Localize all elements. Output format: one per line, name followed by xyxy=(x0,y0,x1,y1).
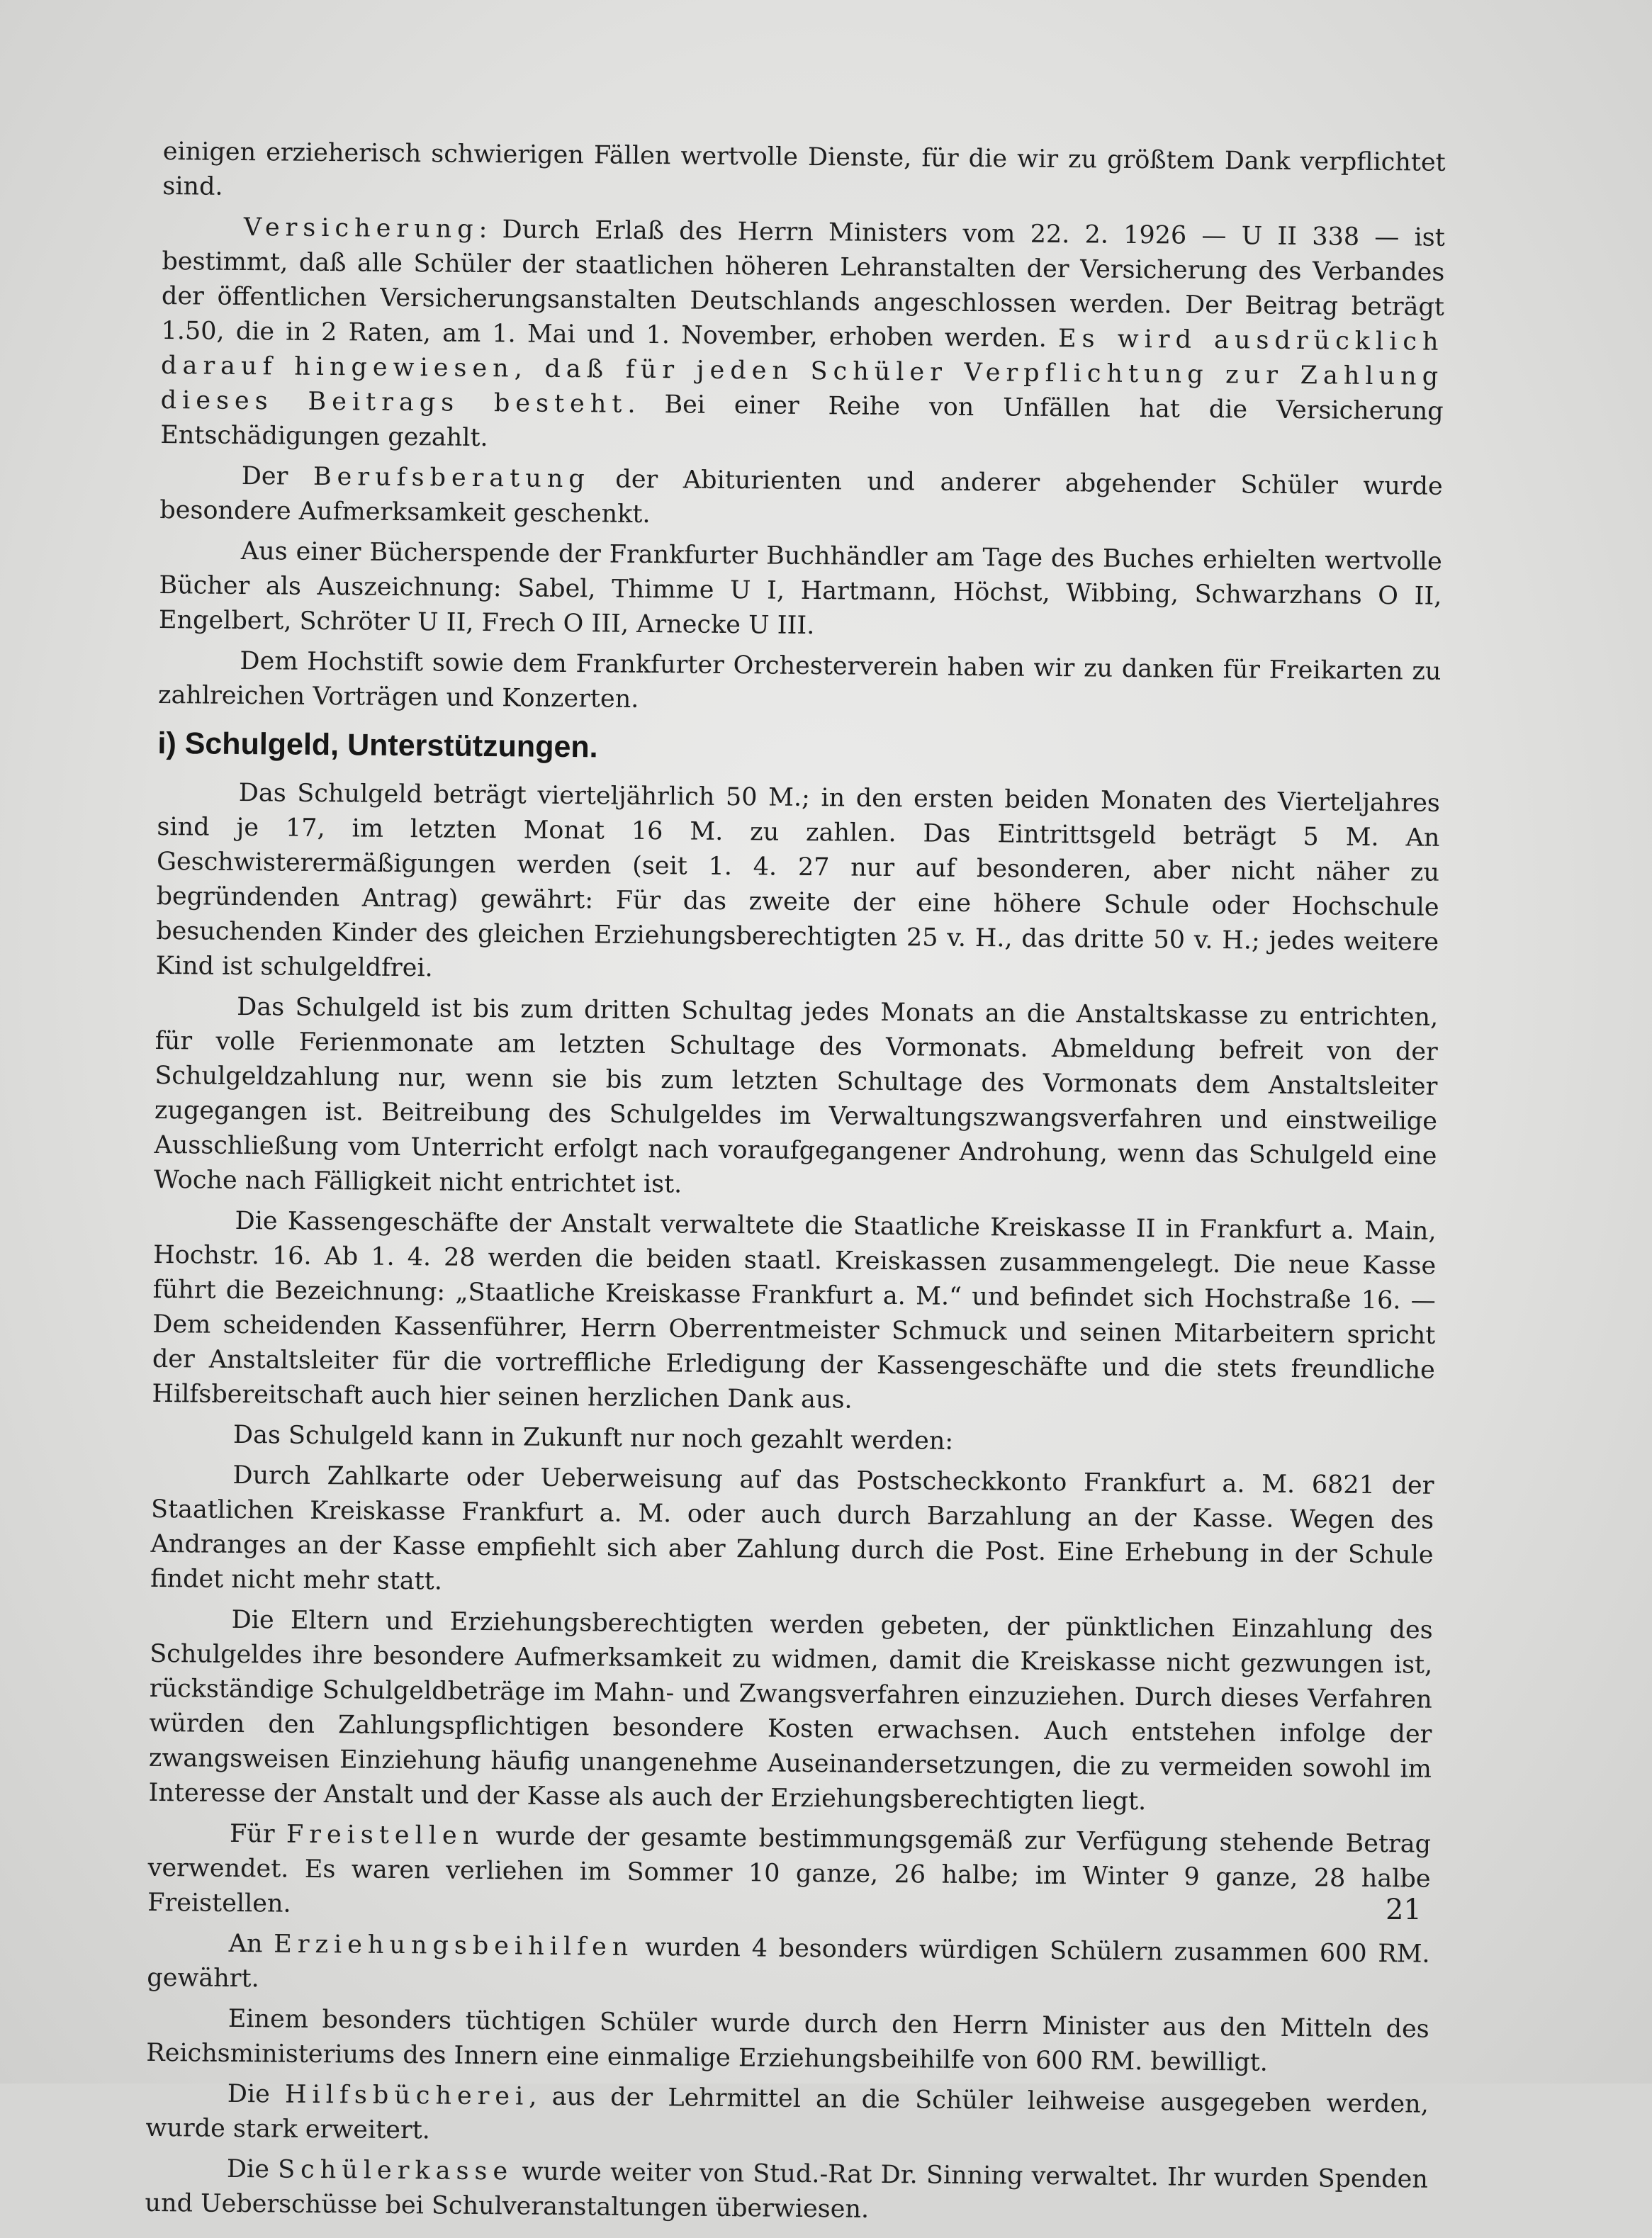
paragraph-versicherung xyxy=(160,210,1445,464)
spaced-term: Hilfsbücherei xyxy=(284,2080,529,2111)
paragraph-schulgeld xyxy=(156,775,1440,995)
paragraph-minister xyxy=(146,2001,1429,2082)
spaced-term: Schülerkasse xyxy=(278,2155,514,2186)
paragraph-text: Der xyxy=(241,461,314,491)
paragraph-berufsberatung xyxy=(159,459,1443,539)
paragraph-buecherspende xyxy=(159,534,1442,649)
paragraph-text: Das Schulgeld kann in Zukunft nur noch gezahlt werden: xyxy=(232,1420,954,1456)
paragraph xyxy=(162,135,1446,215)
paragraph-hochstift xyxy=(158,643,1442,724)
spaced-term: Erziehungsbeihilfen xyxy=(274,1930,634,1962)
paragraph-eltern xyxy=(148,1602,1432,1822)
paragraph-text: An xyxy=(228,1929,274,1959)
paragraph-text: wurde weiter von Stud.-Rat Dr. Sinning verwaltet. Ihr wurden Spenden und Ueberschüsse bei Schulveranstaltungen überwiesen. xyxy=(145,2157,1429,2224)
paragraph-text: Die xyxy=(226,2154,279,2184)
paragraph-text: wurde der gesamte bestimmungsgemäß zur Verfügung stehende Betrag verwendet. Es waren verliehen im Sommer 10 ganze, 26 halbe; im Winter 9 ganze, 28 halbe Freistellen. xyxy=(147,1822,1432,1918)
paragraph-text: einigen erzieherisch schwierigen Fällen wertvolle Dienste, für die wir zu größtem Dank verpflichtet sind. xyxy=(162,137,1446,201)
page-number: 21 xyxy=(1386,1894,1422,1926)
paragraph-erziehungsbeihilfen xyxy=(147,1926,1430,2007)
paragraph-text: Die Kassengeschäfte der Anstalt verwaltete die Staatliche Kreiskasse II in Frankfurt a. Main, Hochstr. 16. Ab 1. 4. 28 werden die beiden staatl. Kreiskassen zusammengelegt. Die neue Kasse führt die Bezeichnung: „Staatliche Kreiskasse Frankfurt a. M.“ und befindet sich Hochstraße 16. — Dem scheidenden Kassenführer, Herrn Oberrentmeister Schmuck und seinen Mitarbeitern spricht der Anstaltsleiter für die vortreffliche Erledigung der Kassengeschäfte und die stets freundliche Hilfsbereitschaft auch hier seinen herzlichen Dank aus. xyxy=(152,1206,1437,1415)
spaced-term: Freistellen xyxy=(286,1820,485,1851)
paragraph-zahlungstermin xyxy=(154,989,1438,1209)
spaced-emphasis: Es wird ausdrücklich darauf hingewiesen, daß für jeden Schüler Verpflichtung zur Zahlung dieses Beitrags besteht xyxy=(160,325,1444,419)
paragraph-text: Das Schulgeld beträgt vierteljährlich 50 M.; in den ersten beiden Monaten des Vierteljahres sind je 17, im letzten Monat 16 M. zu zahlen. Das Eintrittsgeld beträgt 5 M. An Geschwisterermäßigungen werden (seit 1. 4. 27 nur auf besonderen, aber nicht näher zu begründenden Antrag) gewährt: Für das zweite der eine höhere Schule oder Hochschule besuchenden Kinder des gleichen Erziehungsberechtigten 25 v. H., das dritte 50 v. H.; jedes weitere Kind ist schulgeldfrei. xyxy=(155,778,1441,983)
paragraph-text: , aus der Lehrmittel an die Schüler leihweise ausgegeben werden, wurde stark erweitert. xyxy=(145,2082,1429,2145)
paragraph-text: Für xyxy=(229,1819,287,1849)
paragraph-text: Einem besonders tüchtigen Schüler wurde durch den Herrn Minister aus den Mitteln des Reichsministeriums des Innern eine einmalige Erziehungsbeihilfe von 600 RM. bewilligt. xyxy=(146,2004,1429,2077)
paragraph-text: : Durch Erlaß des Herrn Ministers vom 22. 2. 1926 — U II 338 — ist bestimmt, daß alle Schüler der staatlichen höheren Lehranstalten der Versicherung des Verbandes der öffentlichen Versicherungsanstalten Deutschlands angeschlossen werden. Der Beitrag beträgt 1.50, die in 2 Raten, am 1. Mai und 1. November, erhoben werden. xyxy=(161,215,1445,354)
paragraph-text: wurden 4 besonders würdigen Schülern zusammen 600 RM. gewährt. xyxy=(147,1933,1430,1994)
paragraph-kassengeschaefte xyxy=(152,1203,1436,1423)
paragraph-text: Die xyxy=(227,2079,286,2109)
paragraph-schuelerkasse xyxy=(145,2152,1428,2232)
paragraph-hilfsbuecherei xyxy=(145,2076,1429,2157)
paragraph-text: Aus einer Bücherspende der Frankfurter Buchhändler am Tage des Buches erhielten wertvolle Bücher als Auszeichnung: Sabel, Thimme U I, Hartmann, Höchst, Wibbing, Schwarzhans O II, Engelbert, Schröter U II, Frech O III, Arnecke U III. xyxy=(158,536,1442,641)
spaced-term: Berufsberatung xyxy=(313,462,590,494)
section-heading: i) Schulgeld, Unterstützungen. xyxy=(157,726,598,765)
paragraph-text: Das Schulgeld ist bis zum dritten Schultag jedes Monats an die Anstaltskasse zu entrichten, für volle Ferienmonate am letzten Schultage des Vormonats. Abmeldung befreit von der Schulgeldzahlung nur, wenn sie bis zum letzten Schultage des Vormonats dem Anstaltsleiter zugegangen ist. Beitreibung des Schulgeldes im Verwaltungszwangsverfahren und einstweilige Ausschließung vom Unterricht erfolgt nach voraufgegangener Androhung, wenn das Schulgeld eine Woche nach Fälligkeit nicht entrichtet ist. xyxy=(153,992,1439,1199)
paragraph-text: Durch Zahlkarte oder Ueberweisung auf das Postscheckkonto Frankfurt a. M. 6821 der Staatlichen Kreiskasse Frankfurt a. M. oder auch durch Barzahlung an der Kasse. Wegen des Andranges an der Kasse empfiehlt sich aber Zahlung durch die Post. Eine Erhebung in der Schule findet nicht mehr statt. xyxy=(150,1461,1434,1596)
paragraph-freistellen xyxy=(147,1816,1431,1932)
paragraph-text: der Abiturienten und anderer abgehender Schüler wurde besondere Aufmerksamkeit geschenkt. xyxy=(159,465,1443,529)
spaced-term: Versicherung xyxy=(243,213,479,244)
body-text xyxy=(145,135,1446,2238)
paragraph-text: Die Eltern und Erziehungsberechtigten werden gebeten, der pünktlichen Einzahlung des Schulgeldes ihre besondere Aufmerksamkeit zu widmen, damit die Kreiskasse nicht gezwungen ist, rückständige Schulgeldbeträge im Mahn- und Zwangsverfahren einzuziehen. Durch dieses Verfahren würden den Zahlungspflichtigen besondere Kosten erwachsen. Auch entstehen infolge der zwangsweisen Einziehung häufig unangenehme Auseinandersetzungen, die zu vermeiden sowohl im Interesse der Anstalt und der Kasse als auch der Erziehungsberechtigten liegt. xyxy=(148,1605,1433,1816)
paragraph-zahlkarte xyxy=(150,1458,1434,1608)
paragraph-zahlungsweise xyxy=(152,1417,1434,1463)
paragraph-text: Dem Hochstift sowie dem Frankfurter Orchesterverein haben wir zu danken für Freikarten zu zahlreichen Vorträgen und Konzerten. xyxy=(157,646,1442,714)
paragraph-text: . Bei einer Reihe von Unfällen hat die Versicherung Entschädigungen gezahlt. xyxy=(160,390,1444,453)
